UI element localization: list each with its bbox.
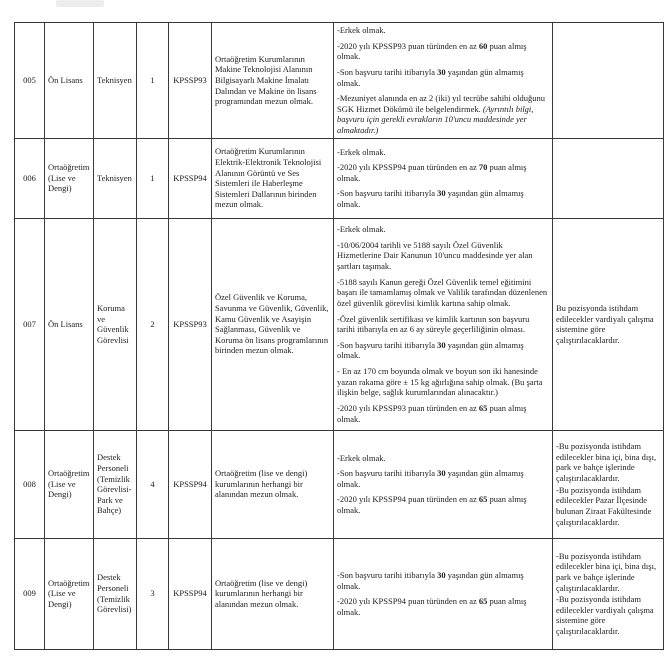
cell-education-level: Ortaöğretim (Lise ve Dengi) — [45, 538, 94, 649]
cell-kpss-score-type: KPSSP93 — [169, 218, 212, 430]
requirement-line: -2020 yılı KPSSP93 puan türünden en az 60 puan almış olmak. — [337, 40, 527, 62]
note-line: -Bu pozisyonda istihdam edilecekler bina içi, bina dışı, park ve bahçe işlerinde çalıştırılacaklardır. — [556, 441, 657, 483]
requirement-line: -Son başvuru tarihi itibarıyla 30 yaşından gün almamış olmak. — [337, 66, 524, 88]
cell-education-level: Ön Lisans — [45, 218, 94, 430]
requirement-line: -2020 yılı KPSSP94 puan türünden en az 70 puan almış olmak. — [337, 162, 527, 183]
note-line: -Bu pozisyonda istihdam edilecekler bina içi, bina dışı, park ve bahçe işlerinde çalıştırılacaklardır. — [556, 550, 657, 593]
requirement-line: -Mezuniyet alanında en az 2 (iki) yıl tecrübe sahibi olduğunu SGK Hizmet Dökümü ile belgelendirmek. (Ayrıntılı bilgi, başvuru için gerekli evrakların 10'uncu maddesinde yer almaktadır.) — [337, 93, 545, 135]
cell-position-title: Koruma ve Güvenlik Görevlisi — [94, 218, 137, 430]
cell-vacancy-count: 1 — [137, 138, 169, 218]
cell-vacancy-count: 3 — [137, 538, 169, 649]
cell-special-requirements — [334, 218, 553, 430]
requirement-line: -Erkek olmak. — [337, 452, 386, 463]
cell-special-requirements — [334, 430, 553, 538]
requirement-line: - En az 170 cm boyunda olmak ve boyun son iki hanesinde yazan rakama göre ± 15 kg ağırlığına sahip olmak. (Bu şarta ilişkin belge, sağlık kurumlarından alınacaktır.) — [337, 366, 543, 398]
cell-position-title: Destek Personeli (Temizlik Görevlisi) — [94, 538, 137, 649]
cell-education-level: Ortaöğretim (Lise ve Dengi) — [45, 430, 94, 538]
requirement-line: -Son başvuru tarihi itibarıyla 30 yaşından gün almamış olmak. — [337, 188, 524, 210]
cell-vacancy-count: 1 — [137, 23, 169, 139]
table-row — [15, 138, 664, 218]
cell-qualification: Özel Güvenlik ve Koruma, Savunma ve Güvenlik, Güvenlik, Kamu Güvenlik ve Asayişin Sağlanması, Güvenlik ve Koruma ön lisans programlarının birinden mezun olmak. — [212, 218, 334, 430]
table-row — [15, 218, 664, 430]
cell-position-no: 006 — [15, 138, 45, 218]
requirement-line: -2020 yılı KPSSP93 puan türünden en az 65 puan almış olmak. — [337, 402, 527, 424]
requirement-line: -Özel güvenlik sertifikası ve kimlik kartının son başvuru tarihi itibarıyla en az 6 ay süreyle geçerliliğinin olması. — [337, 313, 530, 335]
cell-position-title: Destek Personeli (Temizlik Görevlisi- Park ve Bahçe) — [94, 430, 137, 538]
cell-education-level: Ön Lisans — [45, 23, 94, 139]
cell-notes — [553, 218, 664, 430]
cell-position-title: Teknisyen — [94, 138, 137, 218]
cell-special-requirements — [334, 538, 553, 649]
cell-special-requirements — [334, 138, 553, 218]
cell-kpss-score-type: KPSSP94 — [169, 138, 212, 218]
requirement-line: -Son başvuru tarihi itibarıyla 30 yaşından gün almamış olmak. — [337, 569, 524, 591]
cell-education-level: Ortaöğretim (Lise ve Dengi) — [45, 138, 94, 218]
table-row — [15, 23, 664, 139]
requirement-line: -5188 sayılı Kanun gereği Özel Güvenlik temel eğitimini başarı ile tamamlamış olmak ve Valilik tarafından düzenlenen özel güvenlik görevlisi kimlik kartına sahip olmak. — [337, 276, 548, 308]
cell-kpss-score-type: KPSSP94 — [169, 538, 212, 649]
requirement-line: -Son başvuru tarihi itibarıyla 30 yaşından gün almamış olmak. — [337, 468, 524, 489]
cell-vacancy-count: 4 — [137, 430, 169, 538]
cell-qualification: Ortaöğretim Kurumlarının Makine Teknolojisi Alanının Bilgisayarlı Makine İmalatı Dalından ve Makine ön lisans programından mezun olmak. — [212, 23, 334, 139]
cell-notes — [553, 430, 664, 538]
note-line: -Bu pozisyonda istihdam edilecekler vardiyalı çalışma sistemine göre çalıştırılacaklardır. — [556, 594, 654, 636]
table-row — [15, 430, 664, 538]
cell-qualification: Ortaöğretim (lise ve dengi) kurumlarının herhangi bir alanından mezun olmak. — [212, 538, 334, 649]
cell-position-no: 007 — [15, 218, 45, 430]
requirement-line: -Erkek olmak. — [337, 25, 386, 35]
requirement-line: -Son başvuru tarihi itibarıyla 30 yaşından gün almamış olmak. — [337, 339, 524, 361]
requirement-line: -Erkek olmak. — [337, 146, 386, 157]
scan-artifact — [56, 0, 104, 7]
note-line: -Bu pozisyonda istihdam edilecekler Pazar İlçesinde bulunan Ziraat Fakültesinde çalıştırılacaklardır. — [556, 484, 652, 527]
requirement-line: -Erkek olmak. — [337, 224, 386, 235]
table-row — [15, 538, 664, 649]
requirement-line: -2020 yılı KPSSP94 puan türünden en az 65 puan almış olmak. — [337, 494, 527, 516]
cell-position-title: Teknisyen — [94, 23, 137, 139]
requirement-line: -10/06/2004 tarihli ve 5188 sayılı Özel Güvenlik Hizmetlerine Dair Kanunun 10'uncu maddesinde yer alan şartları taşımak. — [337, 239, 533, 271]
cell-notes — [553, 138, 664, 218]
cell-qualification: Ortaöğretim (lise ve dengi) kurumlarının herhangi bir alanından mezun olmak. — [212, 430, 334, 538]
note-line: Bu pozisyonda istihdam edilecekler vardiyalı çalışma sistemine göre çalıştırılacaklardır. — [556, 302, 654, 345]
cell-notes — [553, 538, 664, 649]
job-positions-table — [14, 22, 664, 650]
job-positions-table-body — [15, 23, 664, 650]
cell-qualification: Ortaöğretim Kurumlarının Elektrik-Elektronik Teknolojisi Alanının Görüntü ve Ses Sistemleri ile Haberleşme Sistemleri Dallarının birinden mezun olmak. — [212, 138, 334, 218]
cell-position-no: 005 — [15, 23, 45, 139]
requirement-line: -2020 yılı KPSSP94 puan türünden en az 65 puan almış olmak. — [337, 596, 527, 617]
cell-position-no: 009 — [15, 538, 45, 649]
cell-notes — [553, 23, 664, 139]
cell-special-requirements — [334, 23, 553, 139]
cell-kpss-score-type: KPSSP93 — [169, 23, 212, 139]
cell-vacancy-count: 2 — [137, 218, 169, 430]
cell-kpss-score-type: KPSSP94 — [169, 430, 212, 538]
cell-position-no: 008 — [15, 430, 45, 538]
